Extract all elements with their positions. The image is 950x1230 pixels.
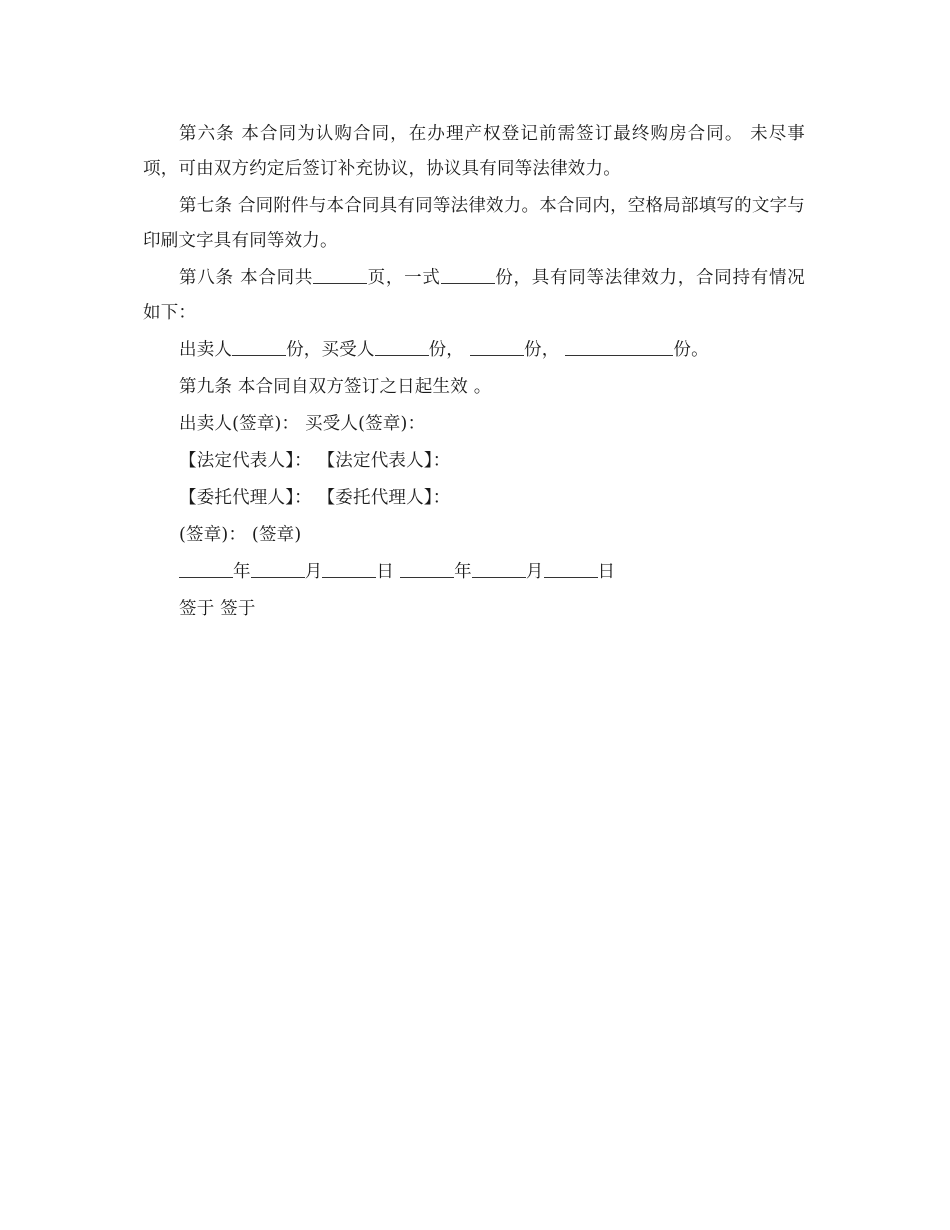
year-label: 年 xyxy=(233,562,251,582)
copies-text-2: 份， xyxy=(428,340,465,360)
document-page xyxy=(143,117,805,629)
buyer-copies-blank xyxy=(375,354,429,356)
copies-text-1: 份，买受人 xyxy=(286,340,375,360)
signed-at-line: 签于 签于 xyxy=(179,599,256,619)
seller-copies-blank xyxy=(232,354,286,356)
copies-text-3: 份， xyxy=(524,340,560,360)
article-8-text-2: 页，一式 xyxy=(367,268,441,288)
day-label-2: 日 xyxy=(597,562,616,582)
date-line xyxy=(143,555,805,590)
seller-month-blank xyxy=(251,576,305,578)
copy-count-blank xyxy=(441,282,495,284)
authorized-agent-line: 【委托代理人】： 【委托代理人】： xyxy=(179,488,451,508)
party-signature-line: 出卖人(签章)： 买受人(签章)： xyxy=(179,414,426,434)
seal-line: (签章)： (签章) xyxy=(179,525,302,545)
buyer-year-blank xyxy=(400,576,454,578)
buyer-month-blank xyxy=(472,576,526,578)
year-label-2: 年 xyxy=(454,562,472,582)
other-copies-blank-1 xyxy=(470,354,524,356)
article-7-paragraph: 第七条 合同附件与本合同具有同等法律效力。本合同内，空格局部填写的文字与印刷文字具有同等效力。 xyxy=(143,196,805,251)
day-label: 日 xyxy=(376,562,395,582)
seller-label: 出卖人 xyxy=(179,340,233,360)
seller-day-blank xyxy=(322,576,376,578)
article-8-text-3: 份，具有同等法律效力，合同持有情况如下： xyxy=(143,268,805,323)
copies-text-4: 份。 xyxy=(673,340,709,360)
month-label: 月 xyxy=(304,562,323,582)
month-label-2: 月 xyxy=(525,562,544,582)
article-8-paragraph xyxy=(143,261,805,331)
article-8-text-1: 第八条 本合同共 xyxy=(179,268,314,288)
legal-representative-line: 【法定代表人】： 【法定代表人】： xyxy=(179,451,451,471)
article-9-paragraph: 第九条 本合同自双方签订之日起生效 。 xyxy=(179,377,492,397)
buyer-day-blank xyxy=(544,576,598,578)
copies-distribution-line xyxy=(143,333,805,368)
page-count-blank xyxy=(313,282,367,284)
other-copies-blank-2 xyxy=(565,354,673,356)
seller-year-blank xyxy=(179,576,233,578)
article-6-paragraph: 第六条 本合同为认购合同，在办理产权登记前需签订最终购房合同。 未尽事项，可由双方约定后签订补充协议，协议具有同等法律效力。 xyxy=(143,124,805,179)
